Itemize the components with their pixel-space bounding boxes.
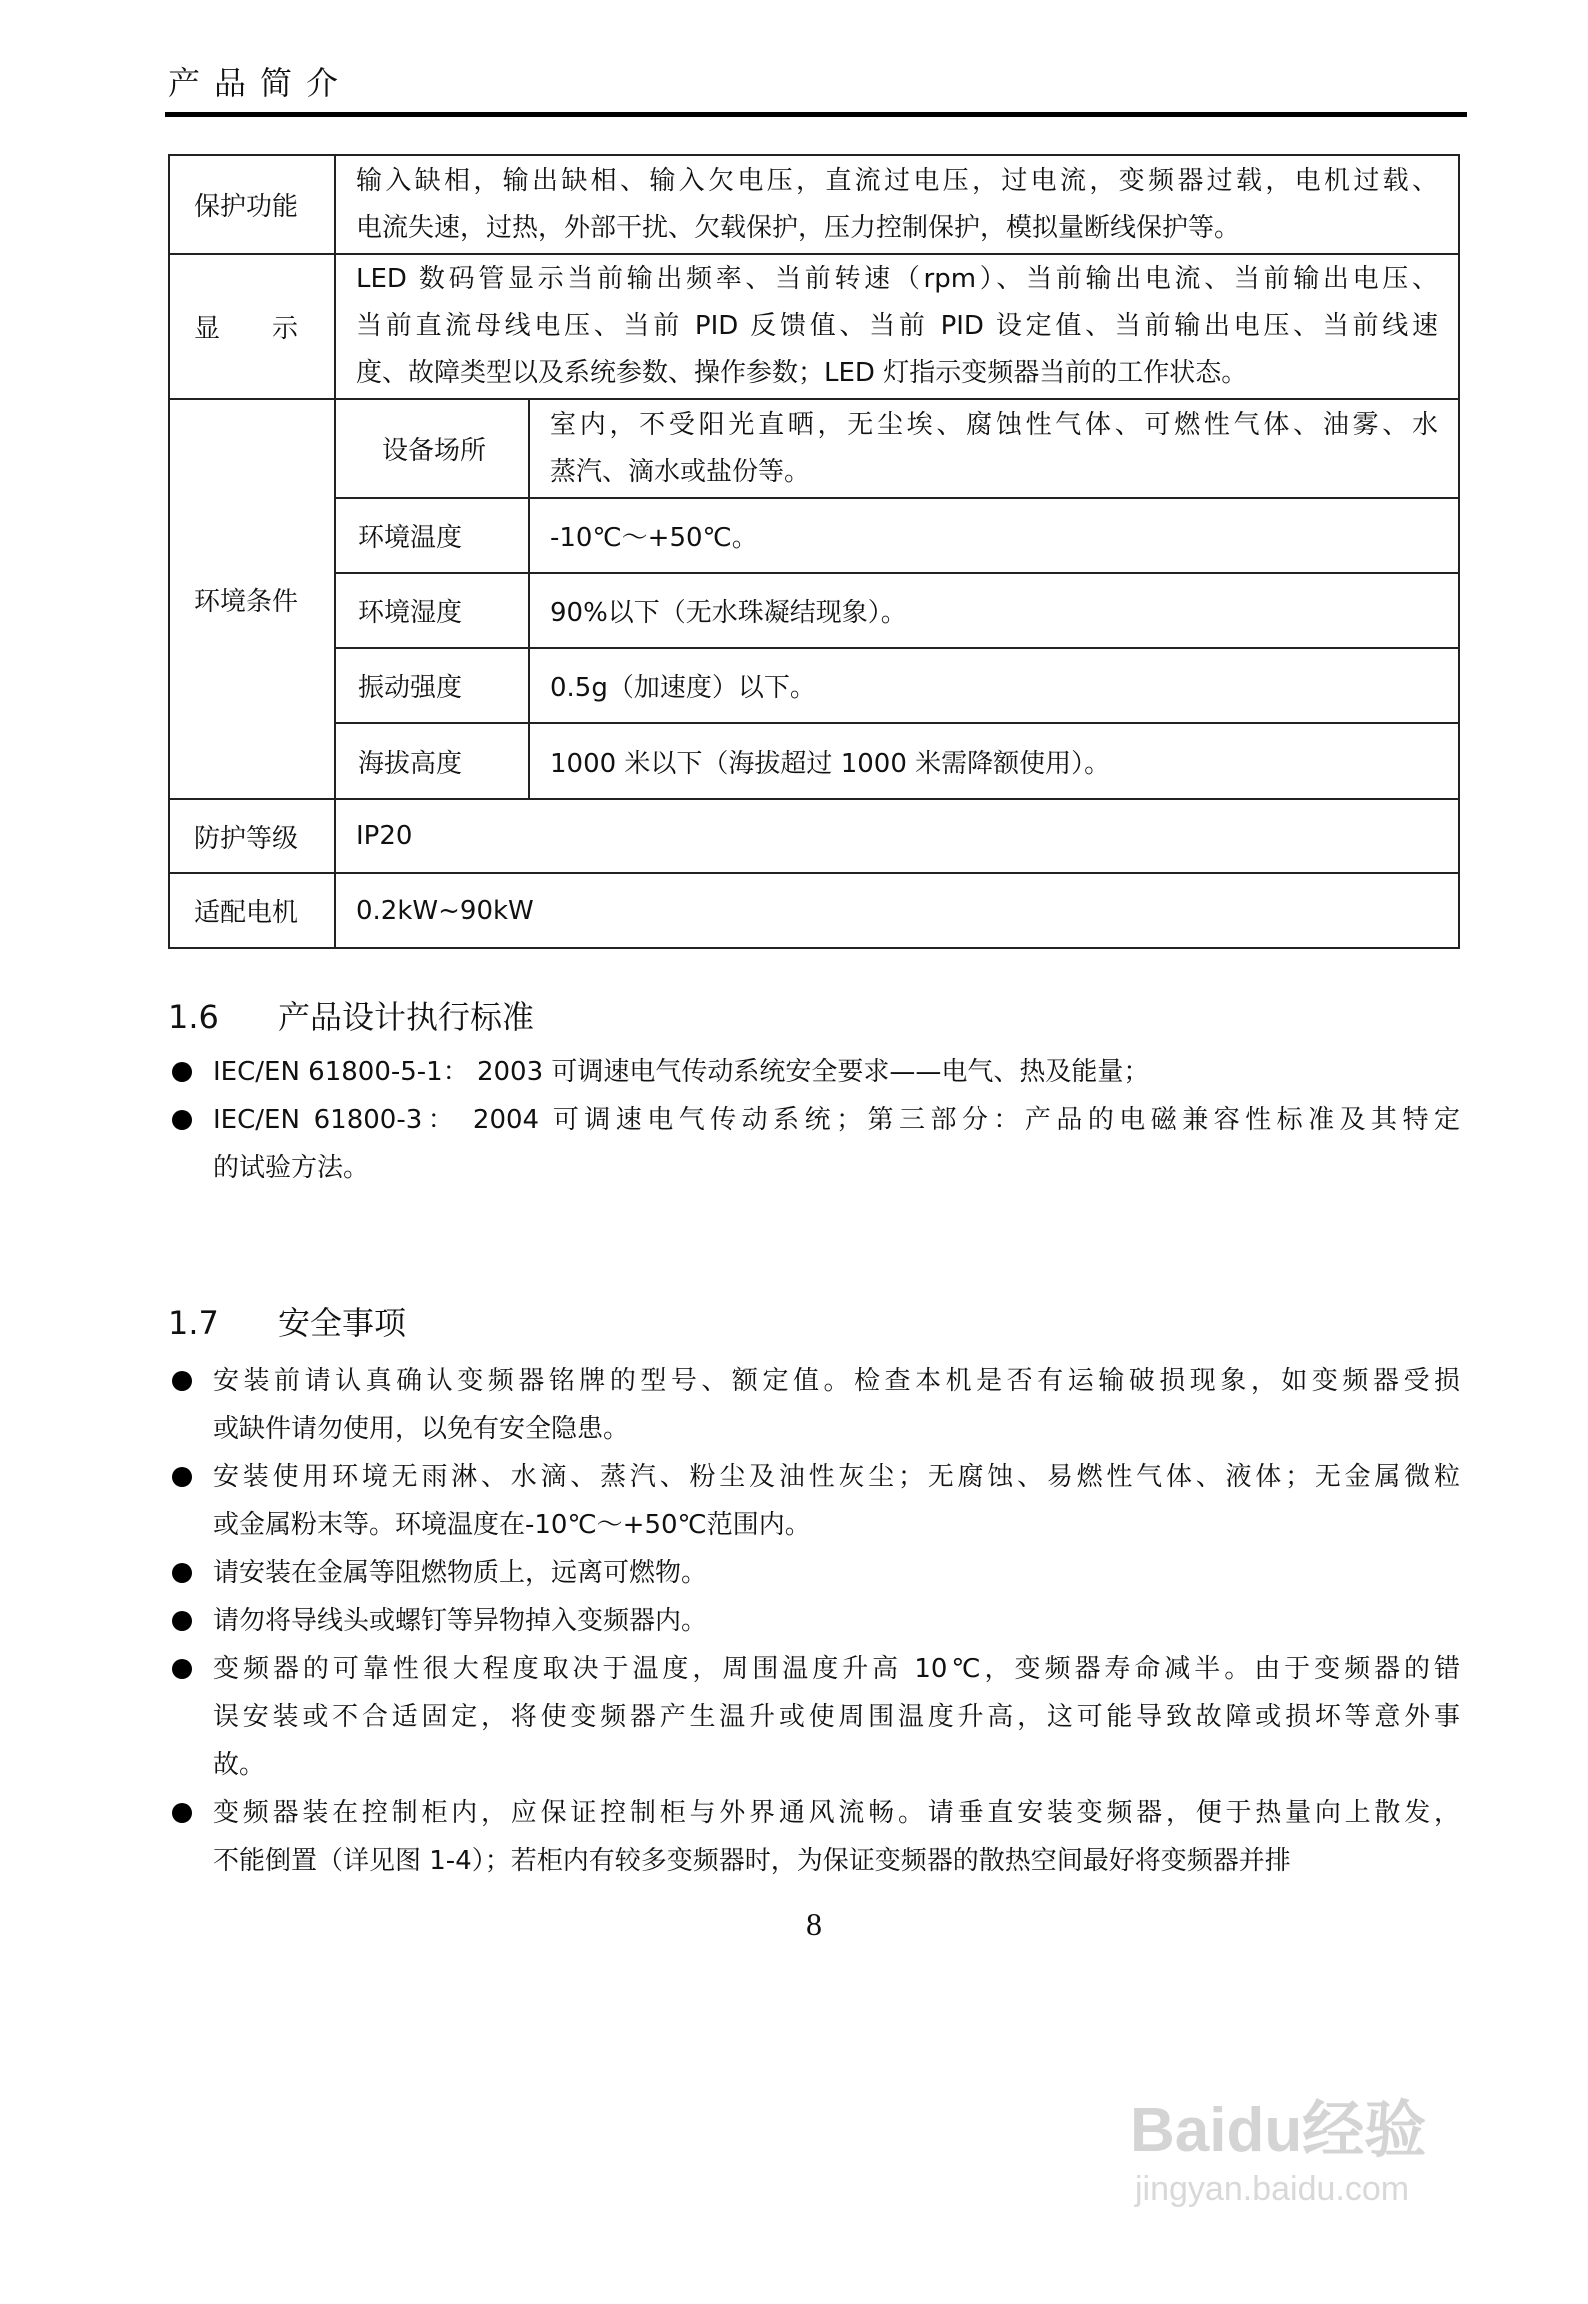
row-ip [169,799,1459,873]
value-display [335,254,1459,399]
text-line: 或缺件请勿使用，以免有安全隐患。 [213,1414,630,1444]
bullet-icon [172,1110,192,1130]
page-number: 8 [806,1906,822,1942]
list-item [168,1453,1460,1549]
safety-list [168,1357,1460,1885]
text-line: 不能倒置（详见图 1-4）；若柜内有较多变频器时，为保证变频器的散热空间最好将变频器并排 [213,1846,1291,1876]
text-line: 故。 [213,1750,266,1780]
text-line: 蒸汽、滴水或盐份等。 [550,456,811,487]
list-item [168,1096,1460,1192]
text-line: IEC/EN 61800-3： 2004 可调速电气传动系统；第三部分：产品的电磁兼容性标准及其特定 [213,1105,1460,1135]
watermark-logo: Baidu经验 [1130,2096,1427,2165]
text-line: LED 数码管显示当前输出频率、当前转速（rpm）、当前输出电流、当前输出电压、 [356,264,1438,294]
value-motor: 0.2kW~90kW [335,873,1459,948]
bullet-icon [172,1803,192,1823]
text-line: 请安装在金属等阻燃物质上，远离可燃物。 [213,1558,708,1588]
label-motor: 适配电机 [169,873,335,948]
row-env-humidity [169,573,1459,648]
bullet-icon [172,1563,192,1583]
text-line: 的试验方法。 [213,1153,370,1183]
section-number: 1.6 [168,998,219,1036]
standards-list [168,1048,1460,1192]
section-title: 安全事项 [278,1304,407,1342]
text-line: IEC/EN 61800-5-1： 2003 可调速电气传动系统安全要求——电气、热及能量； [213,1057,1150,1087]
value-protection [335,155,1459,254]
bullet-icon [172,1659,192,1679]
row-env-altitude [169,723,1459,799]
env-key: 海拔高度 [335,723,529,799]
text-line: 请勿将导线头或螺钉等异物掉入变频器内。 [213,1606,708,1636]
list-item [168,1357,1460,1453]
env-key: 环境温度 [335,498,529,573]
bullet-icon [172,1611,192,1631]
text-line: 安装前请认真确认变频器铭牌的型号、额定值。检查本机是否有运输破损现象，如变频器受损 [213,1366,1460,1396]
text-line: 误安装或不合适固定，将使变频器产生温升或使周围温度升高，这可能导致故障或损坏等意外事 [213,1702,1460,1732]
list-item [168,1789,1460,1885]
bullet-icon [172,1467,192,1487]
row-env-location [169,399,1459,498]
list-item [168,1597,1460,1645]
list-item [168,1645,1460,1789]
bullet-icon [172,1371,192,1391]
watermark-url: jingyan.baidu.com [1135,2170,1410,2208]
text-line: 室内，不受阳光直晒，无尘埃、腐蚀性气体、可燃性气体、油雾、水 [550,409,1438,440]
env-value: 90%以下（无水珠凝结现象）。 [529,573,1459,648]
page-header-title: 产品简介 [168,64,353,102]
text-line: 当前直流母线电压、当前 PID 反馈值、当前 PID 设定值、当前输出电压、当前线速 [356,311,1438,341]
row-motor [169,873,1459,948]
text-line: 输入缺相，输出缺相、输入欠电压，直流过电压，过电流，变频器过载，电机过载、 [356,165,1438,196]
env-key: 环境湿度 [335,573,529,648]
text-line: 变频器装在控制柜内，应保证控制柜与外界通风流畅。请垂直安装变频器，便于热量向上散发， [213,1798,1460,1828]
section-number: 1.7 [168,1304,219,1342]
env-key: 设备场所 [335,399,529,498]
env-key: 振动强度 [335,648,529,723]
env-value: 1000 米以下（海拔超过 1000 米需降额使用）。 [529,723,1459,799]
text-line: 变频器的可靠性很大程度取决于温度，周围温度升高 10℃，变频器寿命减半。由于变频器的错 [213,1654,1460,1684]
label-protection: 保护功能 [169,155,335,254]
label-ip: 防护等级 [169,799,335,873]
row-protection [169,155,1459,254]
value-ip: IP20 [335,799,1459,873]
bullet-icon [172,1062,192,1082]
list-item [168,1549,1460,1597]
row-display [169,254,1459,399]
text-line: 度、故障类型以及系统参数、操作参数；LED 灯指示变频器当前的工作状态。 [356,358,1248,388]
env-value: -10℃～+50℃。 [529,498,1459,573]
label-environment: 环境条件 [169,399,335,799]
text-line: 电流失速，过热，外部干扰、欠载保护，压力控制保护，模拟量断线保护等。 [356,212,1241,243]
label-display: 显 示 [169,254,335,399]
header-rule [165,112,1467,117]
section-heading-1-7 [168,1298,406,1344]
section-title: 产品设计执行标准 [278,998,535,1036]
text-line: 安装使用环境无雨淋、水滴、蒸汽、粉尘及油性灰尘；无腐蚀、易燃性气体、液体；无金属微粒 [213,1462,1460,1492]
section-heading-1-6 [168,992,534,1038]
row-env-temp [169,498,1459,573]
env-value: 0.5g（加速度）以下。 [529,648,1459,723]
list-item [168,1048,1460,1096]
env-value [529,399,1459,498]
text-line: 或金属粉末等。环境温度在-10℃～+50℃范围内。 [213,1510,811,1540]
row-env-vibration [169,648,1459,723]
spec-table [168,154,1460,949]
